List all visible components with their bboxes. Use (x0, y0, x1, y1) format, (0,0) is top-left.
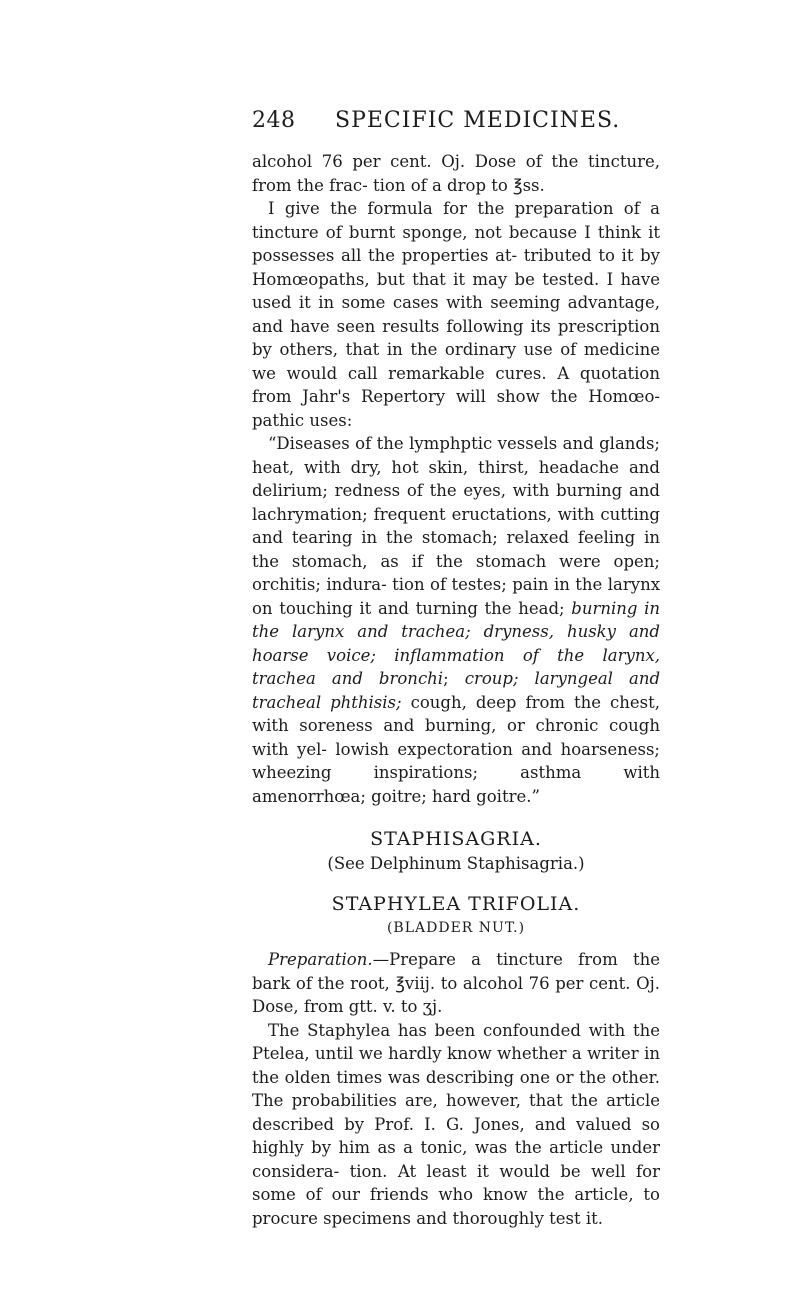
section-heading-staphisagria: STAPHISAGRIA. (370, 828, 542, 850)
section-heading-staphylea: STAPHYLEA TRIFOLIA. (331, 893, 581, 915)
paragraph-preparation (252, 948, 660, 1019)
quotation-italic-larynx: burning in the larynx and trachea; dryness, husky and hoarse voice; inflammation of the larynx, trachea and bronchi (252, 598, 660, 688)
quotation-italic-croup: croup; laryngeal and tracheal phthisis; (252, 669, 661, 712)
quotation-text-end: cough, deep from the chest, with soreness and burning, or chronic cough with yel- lowish expectoration and hoarseness; wheezing inspirations; asthma with amenorrhœa; goitre; hard goitre.” (252, 692, 661, 806)
quotation-text-start: “Diseases of the lymphptic vessels and glands; heat, with dry, hot skin, thirst, headache and delirium; redness of the eyes, with burning and lachrymation; frequent eructations, with cutting and tearing in the stomach; relaxed feeling in the stomach, as if the stomach were open; orchitis; indura- tion of testes; pain in the larynx on touching it and turning the head; (252, 434, 660, 618)
running-title: SPECIFIC MEDICINES. (335, 108, 621, 133)
paragraph-jahr-quotation (252, 432, 660, 808)
body-text (252, 150, 660, 1230)
cross-reference: (See Delphinum Staphisagria.) (327, 853, 585, 873)
paragraph-continuation: alcohol 76 per cent. Oj. Dose of the tincture, from the frac- tion of a drop to ℥ss. (252, 152, 660, 195)
preparation-label: Preparation. (268, 950, 373, 969)
page-number: 248 (252, 108, 296, 133)
preparation-text: —Prepare a tincture from the bark of the root, ℥viij. to alcohol 76 per cent. Oj. Dose, from gtt. v. to ʒj. (252, 950, 660, 1016)
page-header (0, 108, 800, 140)
quotation-separator: ; (443, 669, 449, 688)
common-name: (BLADDER NUT.) (386, 919, 526, 936)
paragraph-burnt-sponge: I give the formula for the preparation of a tincture of burnt sponge, not because I think it possesses all the properties at- tributed to it by Homœopaths, but that it may be tested. I have used it in some cases with seeming advantage, and have seen results following its prescription by others, that in the ordinary use of medicine we would call remarkable cures. A quotation from Jahr's Repertory will show the Homœo- pathic uses: (252, 199, 660, 430)
paragraph-staphylea: The Staphylea has been confounded with the Ptelea, until we hardly know whether a writer in the olden times was describing one or the other. The probabilities are, however, that the article described by Prof. I. G. Jones, and valued so highly by him as a tonic, was the article under considera- tion. At least it would be well for some of our friends who know the article, to procure specimens and thoroughly test it. (252, 1020, 660, 1228)
